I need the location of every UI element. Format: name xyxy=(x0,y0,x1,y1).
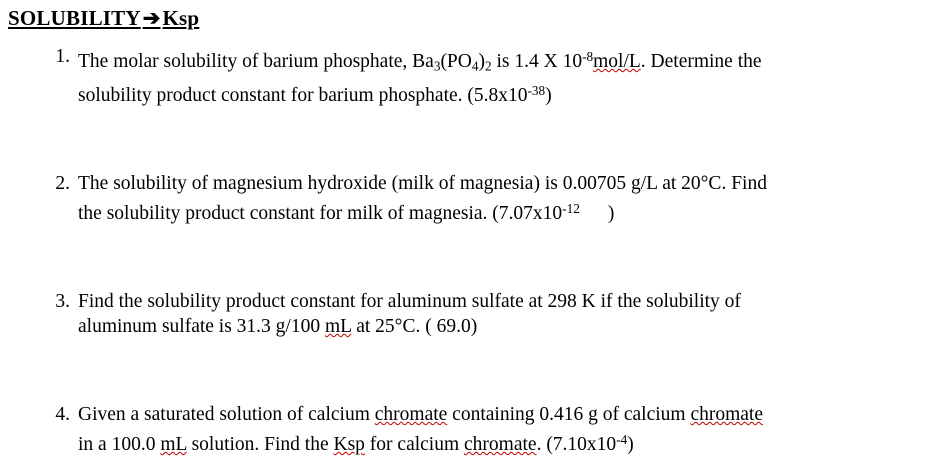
text-run: for calcium xyxy=(364,434,465,456)
superscript: -4 xyxy=(616,432,628,448)
item-line-1 xyxy=(78,402,935,427)
text-run: ) xyxy=(607,203,615,225)
list-item xyxy=(55,171,935,226)
item-line-2 xyxy=(78,427,935,457)
spellcheck-underlined-text: mL xyxy=(324,316,352,338)
item-line-2 xyxy=(78,314,935,339)
item-line-1: The solubility of magnesium hydroxide (milk of magnesia) is 0.00705 g/L at 20°C. Find xyxy=(78,173,767,195)
text-run: Given a saturated solution of calcium xyxy=(78,404,375,426)
title-sub-text: Ksp xyxy=(162,6,200,30)
spellcheck-underlined-text: Ksp xyxy=(333,434,365,456)
item-line-2 xyxy=(78,196,935,226)
problem-list xyxy=(0,44,935,457)
superscript: -12 xyxy=(562,201,580,217)
text-run: ) xyxy=(545,85,552,107)
list-item xyxy=(55,289,935,339)
item-number: 4. xyxy=(55,404,70,426)
arrow-icon: ➔ xyxy=(142,6,161,30)
title-main-text: SOLUBILITY xyxy=(8,6,141,30)
item-line-1: Find the solubility product constant for aluminum sulfate at 298 K if the solubility of xyxy=(78,291,741,313)
text-run: (PO xyxy=(440,50,472,72)
superscript: -8 xyxy=(582,49,594,64)
text-run: ) xyxy=(478,50,485,72)
text-run: the solubility product constant for milk of magnesia. (7.07x10 xyxy=(78,203,563,225)
spellcheck-underlined-text: chromate xyxy=(690,404,763,426)
text-run: solution. Find the xyxy=(186,434,334,456)
item-number: 2. xyxy=(55,173,70,195)
text-run: containing 0.416 g of calcium xyxy=(447,404,691,426)
text-run: The molar solubility of barium phosphate, Ba xyxy=(78,50,434,72)
spellcheck-underlined-text: chromate xyxy=(464,434,537,456)
text-run: solubility product constant for barium phosphate. (5.8x10 xyxy=(78,85,528,107)
page-title xyxy=(8,6,199,31)
item-number: 3. xyxy=(55,291,70,313)
list-item xyxy=(55,402,935,457)
text-run: at 25°C. ( 69.0) xyxy=(351,316,478,338)
subscript: 3 xyxy=(433,58,441,74)
item-line-1 xyxy=(78,44,935,78)
superscript: -38 xyxy=(527,83,546,99)
spellcheck-underlined-text: mol/L xyxy=(593,50,641,72)
text-run: . (7.10x10 xyxy=(536,434,617,456)
text-run: is 1.4 X 10 xyxy=(491,50,583,72)
text-run: in a 100.0 xyxy=(78,434,161,456)
list-item xyxy=(55,44,935,108)
text-run: aluminum sulfate is 31.3 g/100 xyxy=(78,316,325,338)
spellcheck-underlined-text: chromate xyxy=(374,404,448,426)
text-run: . Determine the xyxy=(640,50,762,72)
subscript: 4 xyxy=(471,58,479,74)
item-number: 1. xyxy=(55,46,70,67)
text-run: ) xyxy=(627,434,634,456)
spellcheck-underlined-text: mL xyxy=(160,434,187,456)
item-line-2 xyxy=(78,78,935,108)
subscript: 2 xyxy=(484,58,492,74)
